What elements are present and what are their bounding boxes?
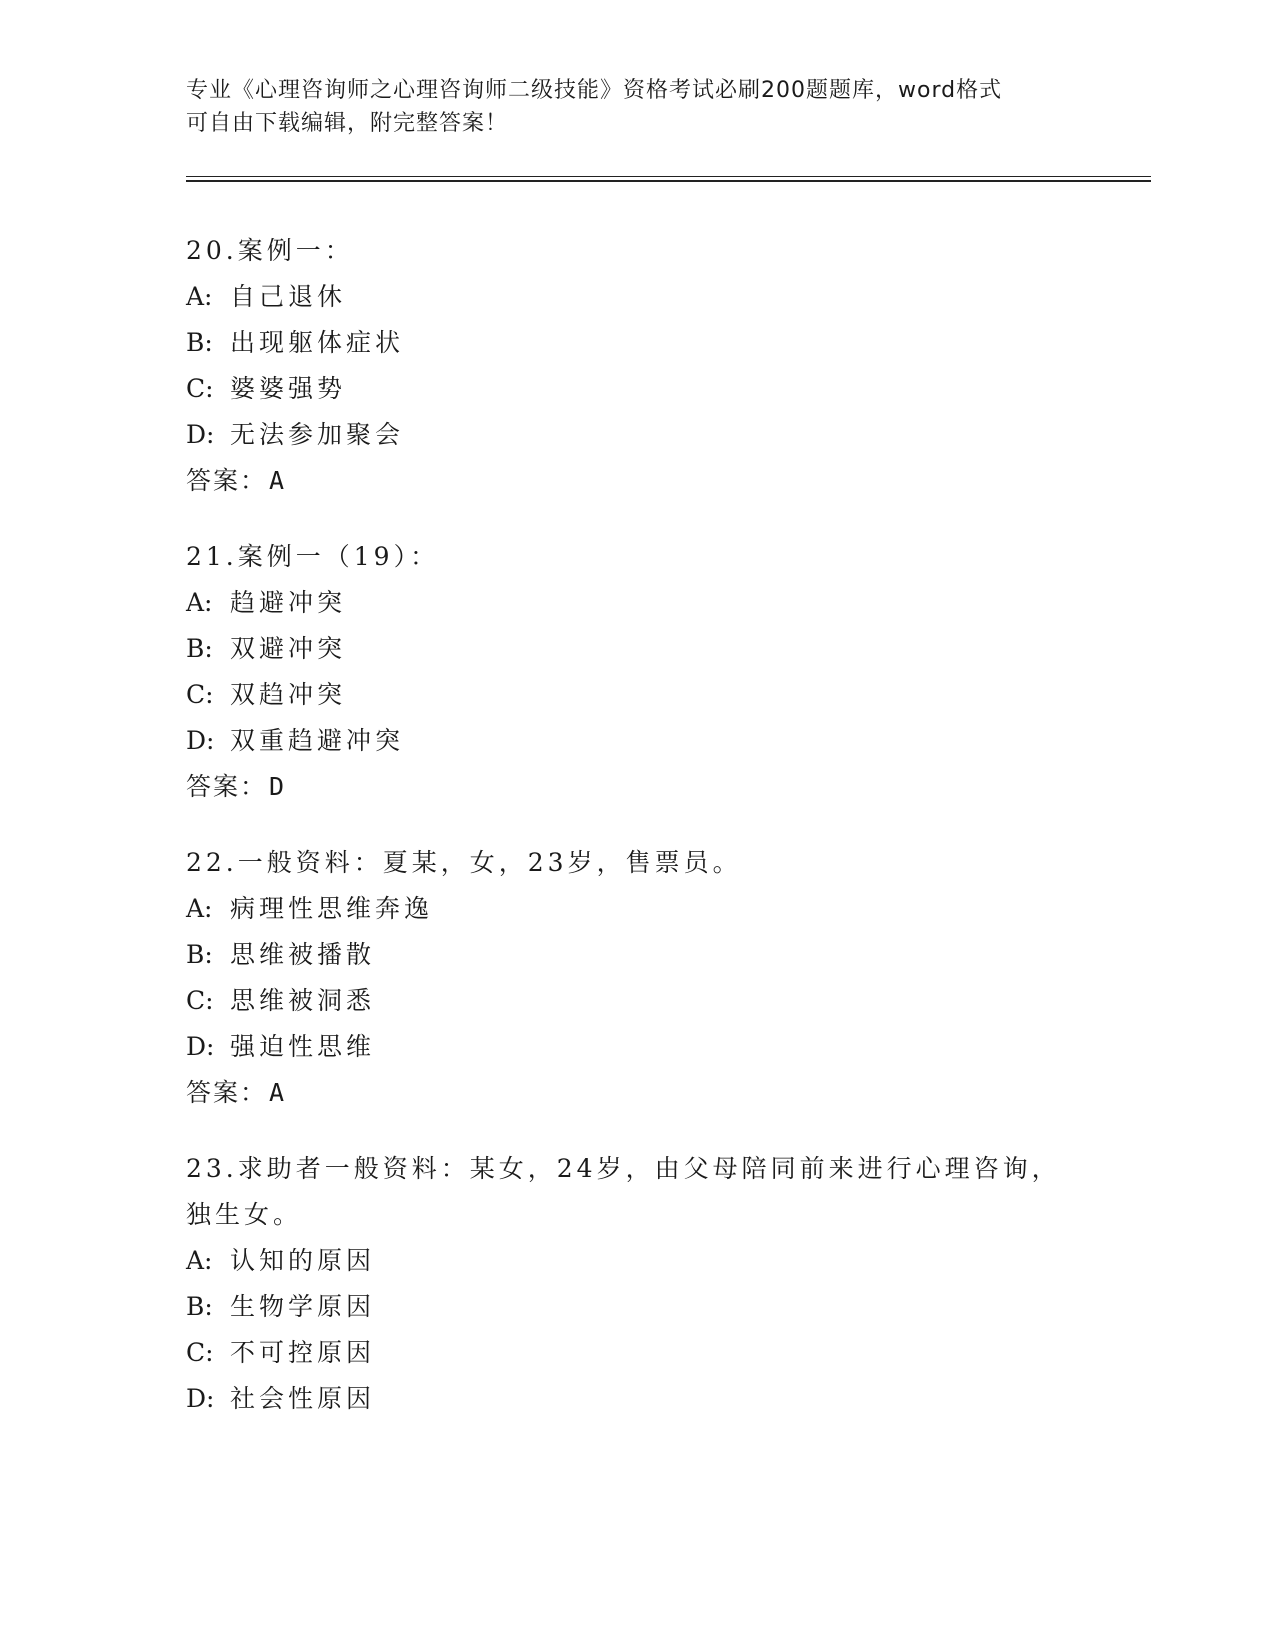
option-text: 不可控原因 bbox=[230, 1338, 376, 1367]
option-d bbox=[186, 420, 1106, 450]
option-text: 婆婆强势 bbox=[230, 374, 347, 403]
option-a bbox=[186, 282, 1106, 312]
option-a bbox=[186, 1246, 1106, 1276]
option-a bbox=[186, 588, 1106, 618]
answer-label: 答案： bbox=[186, 772, 268, 801]
question-list bbox=[186, 236, 1106, 1460]
option-b bbox=[186, 634, 1106, 664]
option-c bbox=[186, 680, 1106, 710]
answer bbox=[186, 1078, 1106, 1108]
question-20 bbox=[186, 236, 1106, 496]
option-letter: A: bbox=[186, 1246, 213, 1275]
answer-label: 答案： bbox=[186, 466, 268, 495]
option-letter: D: bbox=[186, 726, 215, 755]
option-letter: D: bbox=[186, 1032, 215, 1061]
option-text: 思维被洞悉 bbox=[230, 986, 376, 1015]
option-letter: C: bbox=[186, 1338, 214, 1367]
header-divider-bottom bbox=[186, 180, 1151, 182]
answer-value: A bbox=[269, 466, 287, 495]
question-21 bbox=[186, 542, 1106, 802]
option-text: 双重趋避冲突 bbox=[230, 726, 405, 755]
answer-label: 答案： bbox=[186, 1078, 268, 1107]
option-text: 无法参加聚会 bbox=[230, 420, 405, 449]
option-letter: A: bbox=[186, 282, 213, 311]
question-stem: 22.一般资料：夏某，女，23岁，售票员。 bbox=[186, 848, 742, 877]
option-letter: C: bbox=[186, 986, 214, 1015]
option-text: 认知的原因 bbox=[230, 1246, 376, 1275]
option-letter: D: bbox=[186, 1384, 215, 1413]
option-text: 病理性思维奔逸 bbox=[230, 894, 434, 923]
answer-value: D bbox=[269, 772, 287, 801]
question-stem: 23.求助者一般资料：某女，24岁，由父母陪同前来进行心理咨询，独生女。 bbox=[186, 1154, 1061, 1229]
option-letter: A: bbox=[186, 894, 213, 923]
option-text: 思维被播散 bbox=[230, 940, 376, 969]
option-text: 双趋冲突 bbox=[230, 680, 347, 709]
option-d bbox=[186, 726, 1106, 756]
option-c bbox=[186, 374, 1106, 404]
question-stem: 20.案例一： bbox=[186, 236, 354, 265]
question-stem: 21.案例一（19）： bbox=[186, 542, 440, 571]
answer bbox=[186, 466, 1106, 496]
option-text: 自己退休 bbox=[230, 282, 347, 311]
option-a bbox=[186, 894, 1106, 924]
question-23 bbox=[186, 1146, 1106, 1414]
option-b bbox=[186, 328, 1106, 358]
option-letter: B: bbox=[186, 634, 213, 663]
option-letter: C: bbox=[186, 374, 214, 403]
answer bbox=[186, 772, 1106, 802]
question-22 bbox=[186, 848, 1106, 1108]
option-text: 双避冲突 bbox=[230, 634, 347, 663]
option-letter: A: bbox=[186, 588, 213, 617]
document-header bbox=[186, 74, 1086, 140]
option-text: 强迫性思维 bbox=[230, 1032, 376, 1061]
option-c bbox=[186, 1338, 1106, 1368]
option-letter: D: bbox=[186, 420, 215, 449]
option-text: 趋避冲突 bbox=[230, 588, 347, 617]
option-letter: B: bbox=[186, 940, 213, 969]
option-d bbox=[186, 1384, 1106, 1414]
option-b bbox=[186, 940, 1106, 970]
option-text: 生物学原因 bbox=[230, 1292, 376, 1321]
option-letter: B: bbox=[186, 1292, 213, 1321]
answer-value: A bbox=[269, 1078, 287, 1107]
header-line-1: 专业《心理咨询师之心理咨询师二级技能》资格考试必刷200题题库，word格式 bbox=[186, 78, 1003, 103]
option-letter: B: bbox=[186, 328, 213, 357]
header-line-2: 可自由下载编辑，附完整答案！ bbox=[186, 111, 509, 136]
option-letter: C: bbox=[186, 680, 214, 709]
option-b bbox=[186, 1292, 1106, 1322]
option-text: 社会性原因 bbox=[230, 1384, 376, 1413]
header-divider-top bbox=[186, 176, 1151, 177]
option-text: 出现躯体症状 bbox=[230, 328, 405, 357]
option-c bbox=[186, 986, 1106, 1016]
option-d bbox=[186, 1032, 1106, 1062]
